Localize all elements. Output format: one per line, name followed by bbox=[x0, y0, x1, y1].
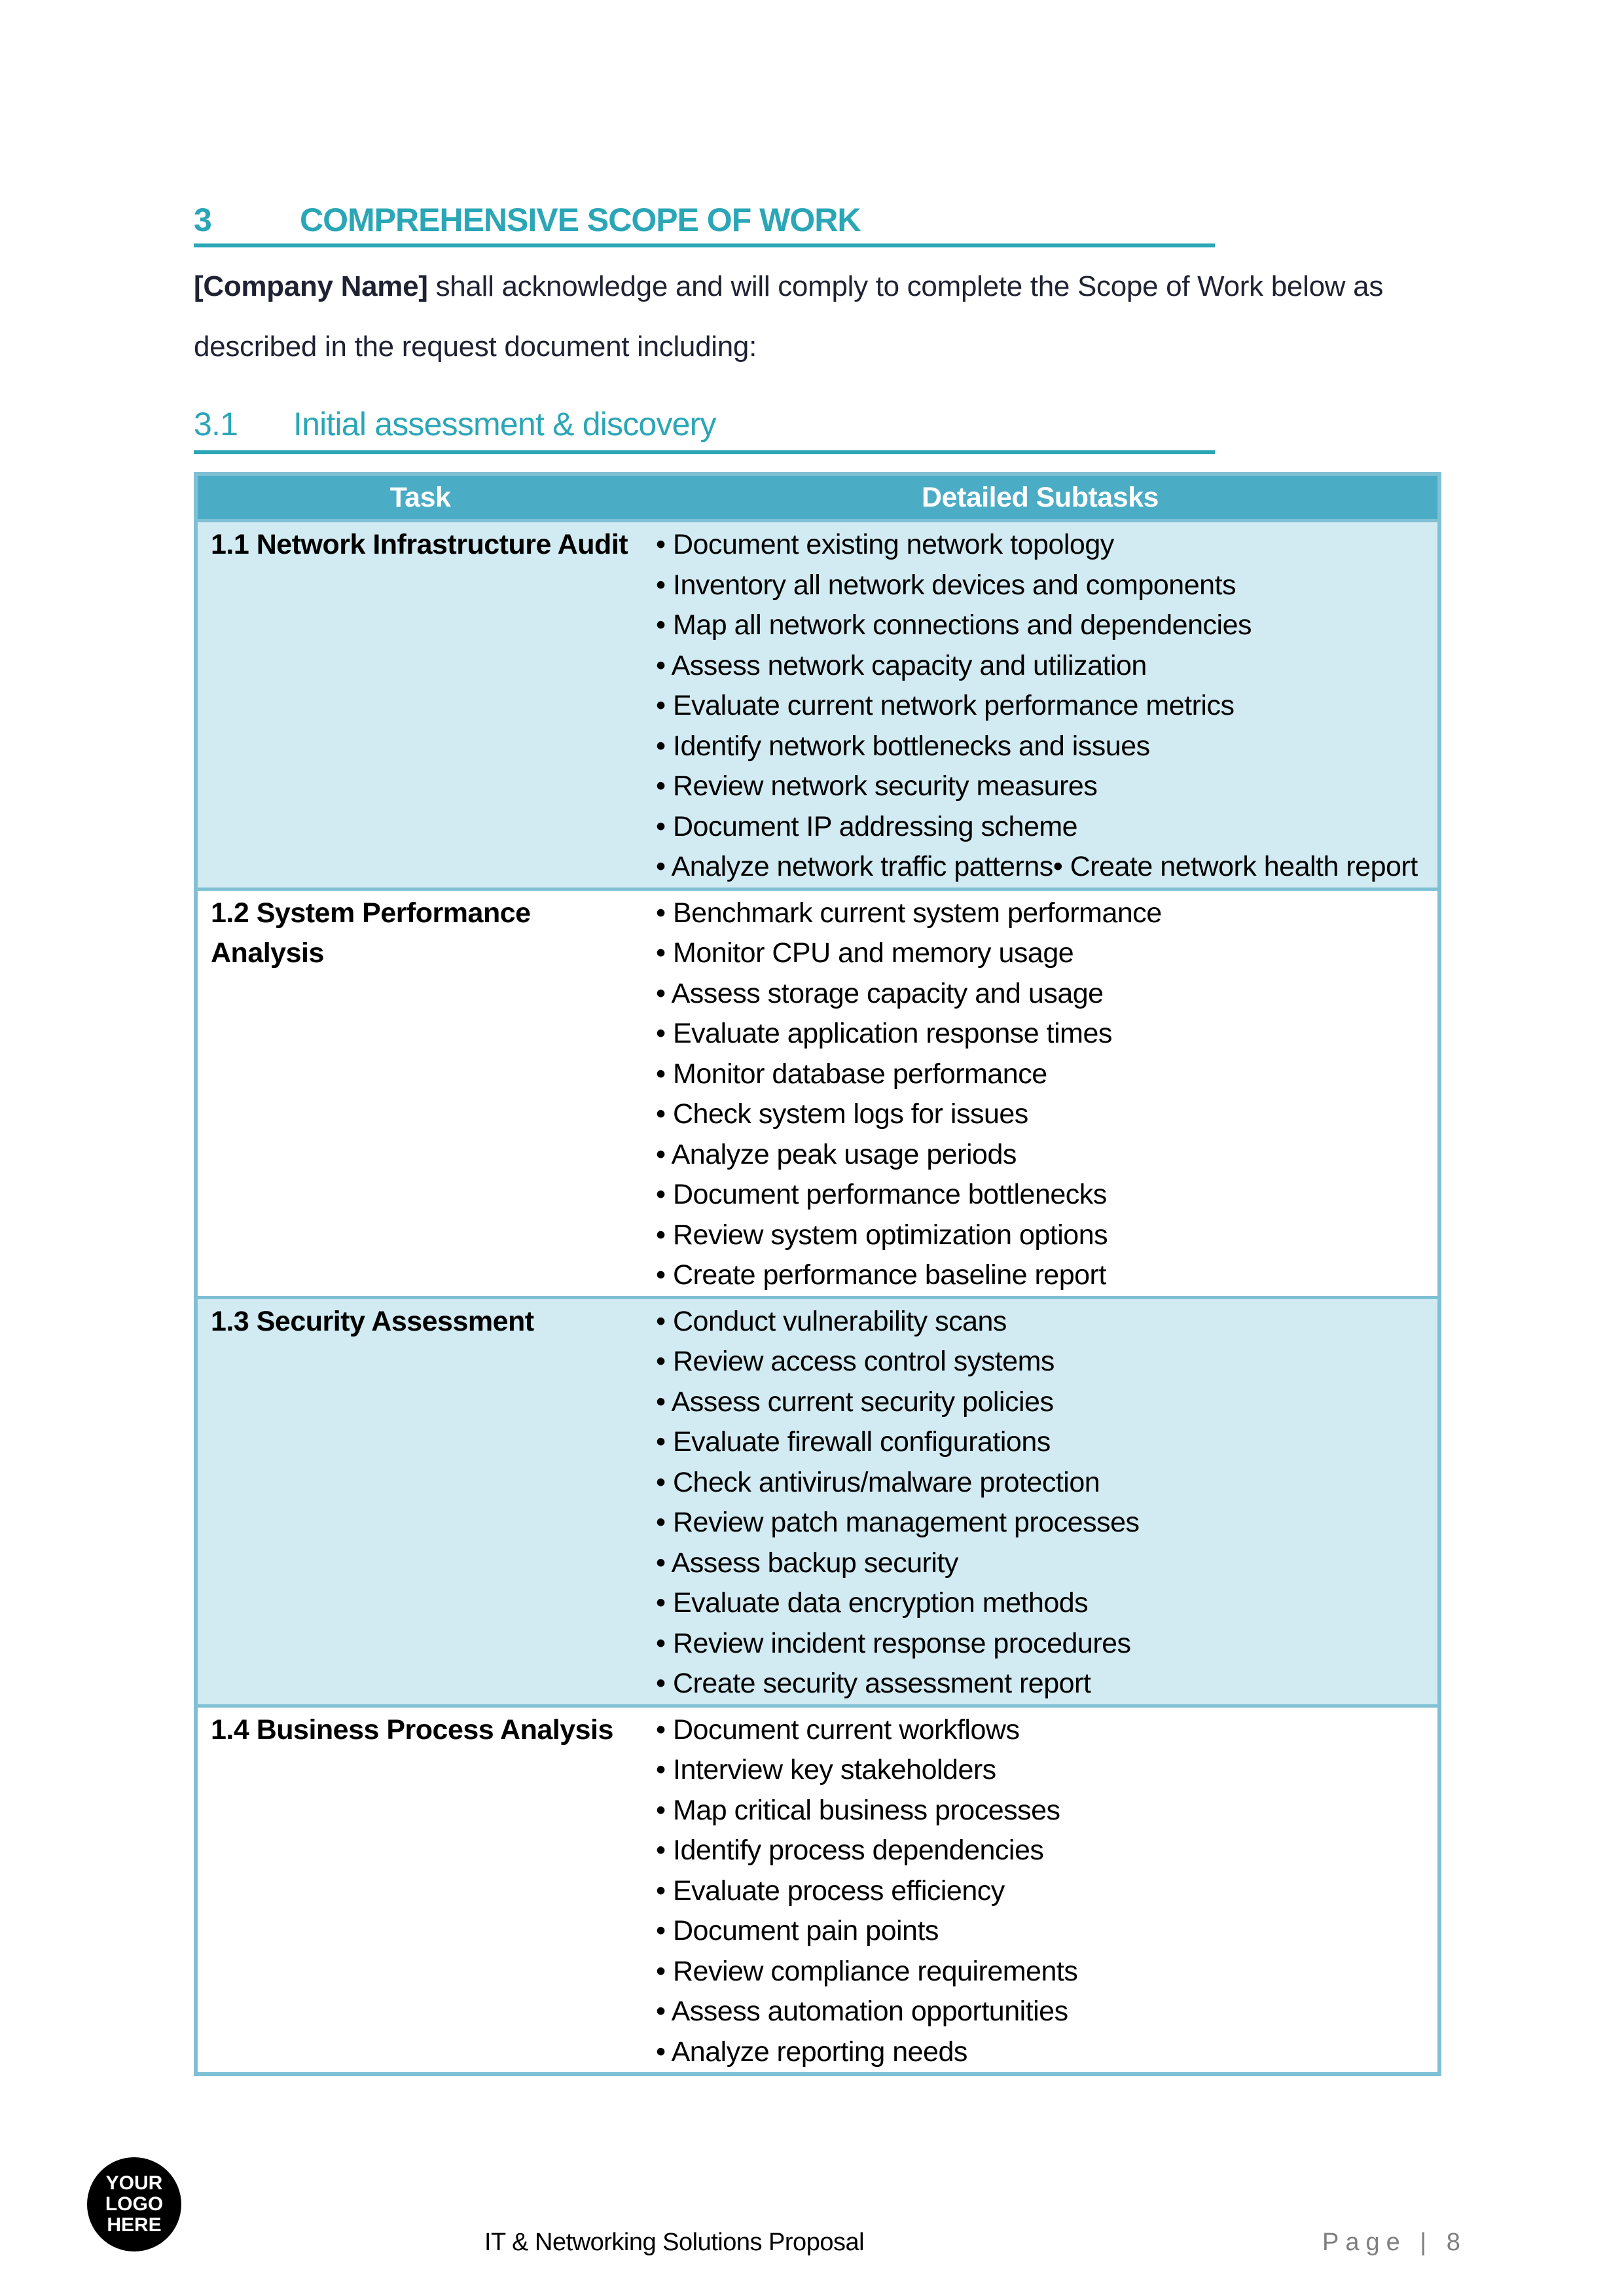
subtask-item: • Map critical business processes bbox=[656, 1794, 1060, 1826]
table-row bbox=[196, 1297, 1439, 1706]
logo-line: YOUR bbox=[105, 2172, 163, 2194]
subtask-item: • Interview key stakeholders bbox=[656, 1754, 996, 1785]
section-title: COMPREHENSIVE SCOPE OF WORK bbox=[300, 202, 861, 238]
column-header-task: Task bbox=[196, 474, 643, 521]
subsection-number: 3.1 bbox=[194, 406, 238, 442]
table-row bbox=[196, 521, 1439, 889]
subtask-item: • Review network security measures bbox=[656, 770, 1098, 802]
table-row bbox=[196, 1706, 1439, 2074]
subtasks-cell bbox=[643, 1706, 1439, 2074]
subtask-item: • Document existing network topology bbox=[656, 529, 1114, 560]
subtask-item: • Analyze reporting needs bbox=[656, 2036, 967, 2068]
table-row bbox=[196, 889, 1439, 1297]
company-name-placeholder: [Company Name] bbox=[194, 270, 428, 302]
task-cell: 1.2 System Performance Analysis bbox=[196, 889, 643, 1297]
subtask-item: • Conduct vulnerability scans bbox=[656, 1305, 1007, 1337]
column-header-subtasks: Detailed Subtasks bbox=[643, 474, 1439, 521]
scope-table bbox=[194, 472, 1441, 2076]
subtask-item: • Evaluate process efficiency bbox=[656, 1874, 1005, 1907]
subtask-item: • Assess automation opportunities bbox=[656, 1996, 1068, 2027]
subtask-item: • Check antivirus/malware protection bbox=[656, 1466, 1100, 1498]
subtask-item: • Benchmark current system performance bbox=[656, 897, 1162, 929]
subsection-heading bbox=[194, 398, 1215, 454]
subtask-item: • Document performance bottlenecks bbox=[656, 1179, 1107, 1210]
subtask-item: • Document IP addressing scheme bbox=[656, 810, 1078, 842]
subtask-item: • Review access control systems bbox=[656, 1346, 1055, 1377]
logo-line: HERE bbox=[107, 2214, 162, 2236]
subtask-item: • Assess storage capacity and usage bbox=[656, 977, 1104, 1009]
subtask-item: • Document pain points bbox=[656, 1915, 939, 1946]
footer-page-number: Page | 8 bbox=[1322, 2229, 1467, 2256]
subtask-item: • Monitor database performance bbox=[656, 1058, 1047, 1090]
logo-placeholder bbox=[87, 2157, 181, 2251]
subtask-item: • Assess network capacity and utilization bbox=[656, 649, 1147, 681]
subtask-item: • Map all network connections and dependencies bbox=[656, 609, 1252, 641]
subtask-item: • Identify network bottlenecks and issues bbox=[656, 730, 1150, 762]
subtask-item: • Evaluate current network performance metrics bbox=[656, 690, 1235, 721]
subtasks-cell bbox=[643, 1297, 1439, 1706]
subtask-item: • Evaluate application response times bbox=[656, 1018, 1112, 1049]
subtask-item: • Review compliance requirements bbox=[656, 1955, 1078, 1987]
subtask-item: • Evaluate firewall configurations bbox=[656, 1426, 1051, 1458]
subtask-item: • Assess current security policies bbox=[656, 1386, 1054, 1418]
subtasks-cell bbox=[643, 521, 1439, 889]
subtask-item: • Create performance baseline report bbox=[656, 1259, 1106, 1291]
subtask-item: • Review incident response procedures bbox=[656, 1627, 1131, 1659]
task-cell: 1.3 Security Assessment bbox=[196, 1297, 643, 1706]
subtask-item: • Analyze peak usage periods bbox=[656, 1138, 1017, 1170]
subtask-item: • Identify process dependencies bbox=[656, 1835, 1044, 1866]
subtask-item: • Check system logs for issues bbox=[656, 1098, 1028, 1130]
subtask-item: • Monitor CPU and memory usage bbox=[656, 937, 1074, 969]
subsection-title: Initial assessment & discovery bbox=[293, 406, 716, 442]
task-cell: 1.1 Network Infrastructure Audit bbox=[196, 521, 643, 889]
table-header-row bbox=[196, 474, 1439, 521]
subtask-item: • Review system optimization options bbox=[656, 1219, 1108, 1251]
subtask-item: • Evaluate data encryption methods bbox=[656, 1587, 1089, 1619]
subtask-item: • Analyze network traffic patterns• Create network health report bbox=[656, 851, 1418, 882]
subtasks-cell bbox=[643, 889, 1439, 1297]
subtask-item: • Inventory all network devices and components bbox=[656, 569, 1236, 601]
intro-paragraph bbox=[194, 257, 1447, 377]
task-cell: 1.4 Business Process Analysis bbox=[196, 1706, 643, 2074]
logo-line: LOGO bbox=[105, 2193, 164, 2215]
footer-document-title: IT & Networking Solutions Proposal bbox=[484, 2229, 865, 2256]
section-heading bbox=[194, 196, 1215, 247]
subtask-item: • Review patch management processes bbox=[656, 1507, 1140, 1538]
intro-text: shall acknowledge and will comply to complete the Scope of Work below as described in the request document including: bbox=[194, 270, 1384, 363]
section-number: 3 bbox=[194, 202, 211, 238]
subtask-item: • Create security assessment report bbox=[656, 1668, 1091, 1699]
subtask-item: • Assess backup security bbox=[656, 1547, 958, 1579]
subtask-item: • Document current workflows bbox=[656, 1713, 1020, 1746]
